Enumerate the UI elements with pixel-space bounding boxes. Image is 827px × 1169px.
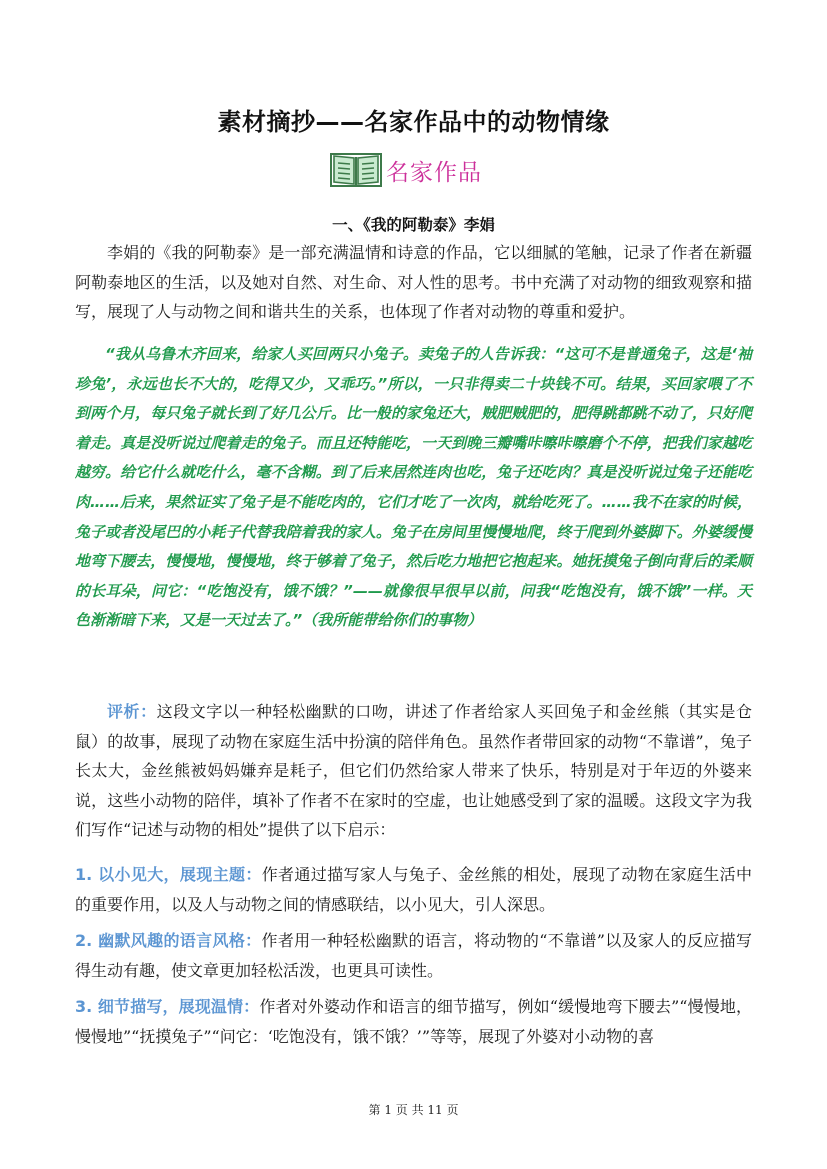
intro-paragraph-block bbox=[75, 238, 752, 327]
quote-block bbox=[75, 340, 752, 636]
quote-paragraph: “我从乌鲁木齐回来，给家人买回两只小兔子。卖兔子的人告诉我：“这可不是普通兔子，这是‘袖珍兔’，永远也长不大的，吃得又少，又乖巧。”所以，一只非得卖二十块钱不可。结果，买回家喂了不到两个月，每只兔子就长到了好几公斤。比一般的家兔还大，贼肥贼肥的，肥得跳都跳不动了，只好爬着走。真是没听说过爬着走的兔子。而且还特能吃，一天到晚三瓣嘴咔嚓咔嚓磨个不停，把我们家越吃越穷。给它什么就吃什么，毫不含糊。到了后来居然连肉也吃，兔子还吃肉？真是没听说过兔子还能吃肉……后来，果然证实了兔子是不能吃肉的，它们才吃了一次肉，就给吃死了。……我不在家的时候，兔子或者没尾巴的小耗子代替我陪着我的家人。兔子在房间里慢慢地爬，终于爬到外婆脚下。外婆缓慢地弯下腰去，慢慢地，慢慢地，终于够着了兔子，然后吃力地把它抱起来。她抚摸兔子倒向背后的柔顺的长耳朵，问它：“吃饱没有，饿不饿？”——就像很早很早以前，问我“吃饱没有，饿不饿”一样。天色渐渐暗下来，又是一天过去了。”（我所能带给你们的事物） bbox=[75, 345, 752, 630]
point-paragraph bbox=[75, 860, 752, 919]
section-banner bbox=[330, 150, 482, 190]
open-book-icon bbox=[330, 152, 382, 188]
point-label: 3. 细节描写，展现温情： bbox=[75, 997, 260, 1016]
point-text: 作者对外婆动作和语言的细节描写，例如“缓慢地弯下腰去”“慢慢地，慢慢地”“抚摸兔子”“问它：‘吃饱没有，饿不饿？’”等等，展现了外婆对小动物的喜 bbox=[75, 997, 752, 1046]
point-item bbox=[75, 926, 752, 985]
intro-paragraph: 李娟的《我的阿勒泰》是一部充满温情和诗意的作品，它以细腻的笔触，记录了作者在新疆阿勒泰地区的生活，以及她对自然、对生命、对人性的思考。书中充满了对动物的细致观察和描写，展现了人与动物之间和谐共生的关系，也体现了作者对动物的尊重和爱护。 bbox=[75, 243, 752, 321]
comment-paragraph bbox=[75, 697, 752, 845]
point-label: 1. 以小见大，展现主题： bbox=[75, 865, 262, 884]
point-item bbox=[75, 992, 752, 1051]
point-text: 作者用一种轻松幽默的语言，将动物的“不靠谱”以及家人的反应描写得生动有趣，使文章更加轻松活泼，也更具可读性。 bbox=[75, 931, 752, 980]
page-title: 素材摘抄——名家作品中的动物情缘 bbox=[217, 108, 610, 136]
point-item bbox=[75, 860, 752, 919]
section-heading: 一、《我的阿勒泰》李娟 bbox=[332, 216, 495, 234]
banner-label: 名家作品 bbox=[386, 159, 482, 186]
point-label: 2. 幽默风趣的语言风格： bbox=[75, 931, 262, 950]
point-paragraph bbox=[75, 926, 752, 985]
comment-block bbox=[75, 697, 752, 845]
point-paragraph bbox=[75, 992, 752, 1051]
point-text: 作者通过描写家人与兔子、金丝熊的相处，展现了动物在家庭生活中的重要作用，以及人与动物之间的情感联结，以小见大，引人深思。 bbox=[75, 865, 752, 914]
comment-label: 评析： bbox=[107, 702, 157, 721]
page-footer: 第 1 页 共 11 页 bbox=[368, 1103, 459, 1117]
comment-text: 这段文字以一种轻松幽默的口吻，讲述了作者给家人买回兔子和金丝熊（其实是仓鼠）的故事，展现了动物在家庭生活中扮演的陪伴角色。虽然作者带回家的动物“不靠谱”，兔子长太大，金丝熊被妈妈嫌弃是耗子，但它们仍然给家人带来了快乐，特别是对于年迈的外婆来说，这些小动物的陪伴，填补了作者不在家时的空虚，也让她感受到了家的温暖。这段文字为我们写作“记述与动物的相处”提供了以下启示： bbox=[75, 702, 752, 839]
